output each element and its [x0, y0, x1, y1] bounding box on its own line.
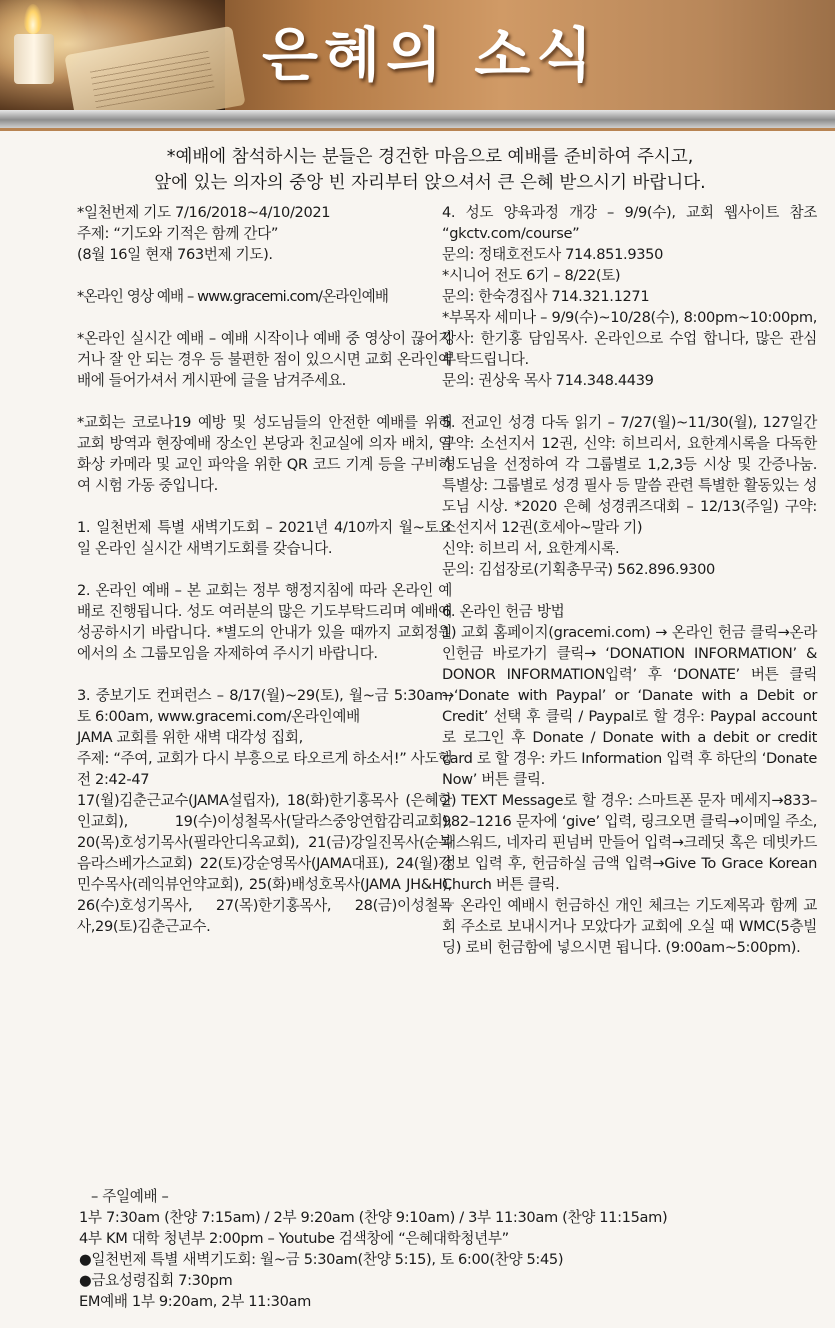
- intro-notice: [110, 144, 750, 196]
- header-divider-line: [0, 128, 835, 131]
- announcement-discipleship: [442, 202, 817, 391]
- announcement-line: *온라인 영상 예배 – www.gracemi.com/온라인예배: [77, 288, 389, 305]
- announcement-prayer: [77, 202, 452, 265]
- worship-schedule: [79, 1186, 779, 1312]
- announcement-line: 6. 온라인 헌금 방법: [442, 603, 565, 620]
- schedule-heading: – 주일예배 –: [91, 1188, 169, 1205]
- announcement-online-worship: [77, 580, 452, 664]
- announcement-line: 1) 교회 홈페이지(gracemi.com) → 온라인 헌금 클릭→온라인헌금 바로가기 클릭→ ‘DONATION INFORMATION’ & DONOR INFORMATION입력’ 후 ‘DONATE’ 버튼 클릭→‘Donate with Paypal’ or ‘Danate with a Debit or Credit’ 선택 후 클릭 / Paypal로 할 경우: Paypal account로 로그인 후 Donate / Donate with a debit or credit card 로 할 경우: 카드 Information 입력 후 하단의 ‘Donate Now’ 버튼 클릭.: [442, 624, 817, 788]
- announcement-line: 주제: “주여, 교회가 다시 부흥으로 타오르게 하소서!” 사도행전 2:42-47: [77, 750, 452, 788]
- announcement-line: *부목자 세미나 – 9/9(수)~10/28(수), 8:00pm~10:00pm, 강사: 한기홍 담임목사. 온라인으로 수업 합니다, 많은 관심 부탁드립니다.: [442, 309, 817, 368]
- announcement-line: 2. 온라인 예배 – 본 교회는 정부 행정지침에 따라 온라인 예배로 진행됩니다. 성도 여러분의 많은 기도부탁드리며 예배에 성공하시기 바랍니다. *별도의 안내가 있을 때까지 교회정원에서의 소 그룹모임을 자제하여 주시기 바랍니다.: [77, 582, 452, 662]
- header-banner: [0, 0, 835, 110]
- announcement-line: ☞ 온라인 예배시 헌금하신 개인 체크는 기도제목과 함께 교회 주소로 보내시거나 모았다가 교회에 오실 때 WMC(5층빌딩) 로비 헌금함에 넣으시면 됩니다. (9:00am~5:00pm).: [442, 897, 817, 956]
- candle-bible-photo: [0, 0, 225, 110]
- announcement-intercession-conference: [77, 685, 452, 937]
- left-column: [77, 202, 452, 937]
- announcement-line: 2) TEXT Message로 할 경우: 스마트폰 문자 메세지→833–982–1216 문자에 ‘give’ 입력, 링크오면 클릭→이메일 주소, 패스워드, 네자리 핀넘버 만들어 입력→크레딧 혹은 데빗카드정보 입력 후, 헌금하실 금액 입력→Give To Grace Korean Church 버튼 클릭.: [442, 792, 817, 893]
- announcement-line: (8월 16일 현재 763번제 기도).: [77, 246, 273, 263]
- announcement-line: 문의: 권상욱 목사 714.348.4439: [442, 372, 654, 389]
- announcement-line: 문의: 한숙경집사 714.321.1271: [442, 288, 650, 305]
- candle-image: [14, 34, 54, 84]
- schedule-line: 1부 7:30am (찬양 7:15am) / 2부 9:20am (찬양 9:10am) / 3부 11:30am (찬양 11:15am): [79, 1209, 668, 1226]
- announcement-online-offering: [442, 601, 817, 958]
- announcement-line: 17(월)김춘근교수(JAMA설립자), 18(화)한기홍목사 (은혜한인교회), 19(수)이성철목사(달라스중앙연합감리교회), 20(목)호성기목사(필라안디옥교회), 21(금)강일진목사(순복음라스베가스교회) 22(토)강순영목사(JAMA대표), 24(월)강민수목사(레익뷰언약교회), 25(화)배성호목사(JAMA JH&H), 26(수)호성기목사, 27(목)한기홍목사, 28(금)이성철목사,29(토)김춘근교수.: [77, 792, 452, 935]
- announcement-line: 5. 전교인 성경 다독 읽기 – 7/27(월)~11/30(월), 127일간 구약: 소선지서 12권, 신약: 히브리서, 요한계시록을 다독한 성도님을 선정하여 각 그룹별로 1,2,3등 시상 및 간증나눔. 특별상: 그룹별로 성경 필사 등 말씀 관련 특별한 활동있는 성도님 시상. *2020 은혜 성경퀴즈대회 – 12/13(주일) 구약: 소선지서 12권(호세아~말라 기): [442, 414, 817, 536]
- announcement-line: *교회는 코로나19 예방 및 성도님들의 안전한 예배를 위해 교회 방역과 현장예배 장소인 본당과 친교실에 의자 배치, 열 화상 카메라 및 교인 파악을 위한 QR 코드 기계 등을 구비하여 시험 가동 중입니다.: [77, 414, 452, 494]
- schedule-line: EM예배 1부 9:20am, 2부 11:30am: [79, 1293, 312, 1310]
- announcement-line: 문의: 정태호전도사 714.851.9350: [442, 246, 664, 263]
- schedule-line: 4부 KM 대학 청년부 2:00pm – Youtube 검색창에 “은혜대학청년부”: [79, 1230, 509, 1247]
- announcement-online-video: [77, 286, 452, 307]
- announcement-line: *일천번제 기도 7/16/2018~4/10/2021: [77, 204, 331, 221]
- announcement-line: 주제: “기도와 기적은 함께 간다”: [77, 225, 279, 242]
- announcement-line: 3. 중보기도 컨퍼런스 – 8/17(월)~29(토), 월~금 5:30am, 토 6:00am, www.gracemi.com/온라인예배: [77, 687, 452, 725]
- announcement-line: 1. 일천번제 특별 새벽기도회 – 2021년 4/10까지 월~토요일 온라인 실시간 새벽기도회를 갖습니다.: [77, 519, 452, 557]
- announcement-line: 4. 성도 양육과정 개강 – 9/9(수), 교회 웹사이트 참조 “gkctv.com/course”: [442, 204, 817, 242]
- schedule-line: ●일천번제 특별 새벽기도회: 월~금 5:30am(찬양 5:15), 토 6:00(찬양 5:45): [79, 1251, 564, 1268]
- announcement-line: *시니어 전도 6기 – 8/22(토): [442, 267, 621, 284]
- right-column: [442, 202, 817, 958]
- announcement-line: JAMA 교회를 위한 새벽 대각성 집회,: [77, 729, 303, 746]
- announcement-line: 신약: 히브리 서, 요한계시록.: [442, 540, 620, 557]
- announcement-line: 문의: 김섭장로(기획총무국) 562.896.9300: [442, 561, 715, 578]
- announcement-dawn-prayer: [77, 517, 452, 559]
- intro-line: *예배에 참석하시는 분들은 경건한 마음으로 예배를 준비하여 주시고,: [166, 147, 694, 167]
- schedule-line: ●금요성령집회 7:30pm: [79, 1272, 233, 1289]
- intro-line: 앞에 있는 의자의 중앙 빈 자리부터 앉으셔서 큰 은혜 받으시기 바랍니다.: [154, 173, 706, 193]
- flame-icon: [24, 4, 42, 34]
- announcement-covid: [77, 412, 452, 496]
- announcement-line: *온라인 실시간 예배 – 예배 시작이나 예배 중 영상이 끊어지거나 잘 안 되는 경우 등 불편한 점이 있으시면 교회 온라인예배에 들어가셔서 게시판에 글을 남겨주세요.: [77, 330, 452, 389]
- header-divider-band: [0, 110, 835, 128]
- announcement-online-live: [77, 328, 452, 391]
- announcement-bible-reading: [442, 412, 817, 580]
- page-title: 은혜의 소식: [262, 21, 599, 89]
